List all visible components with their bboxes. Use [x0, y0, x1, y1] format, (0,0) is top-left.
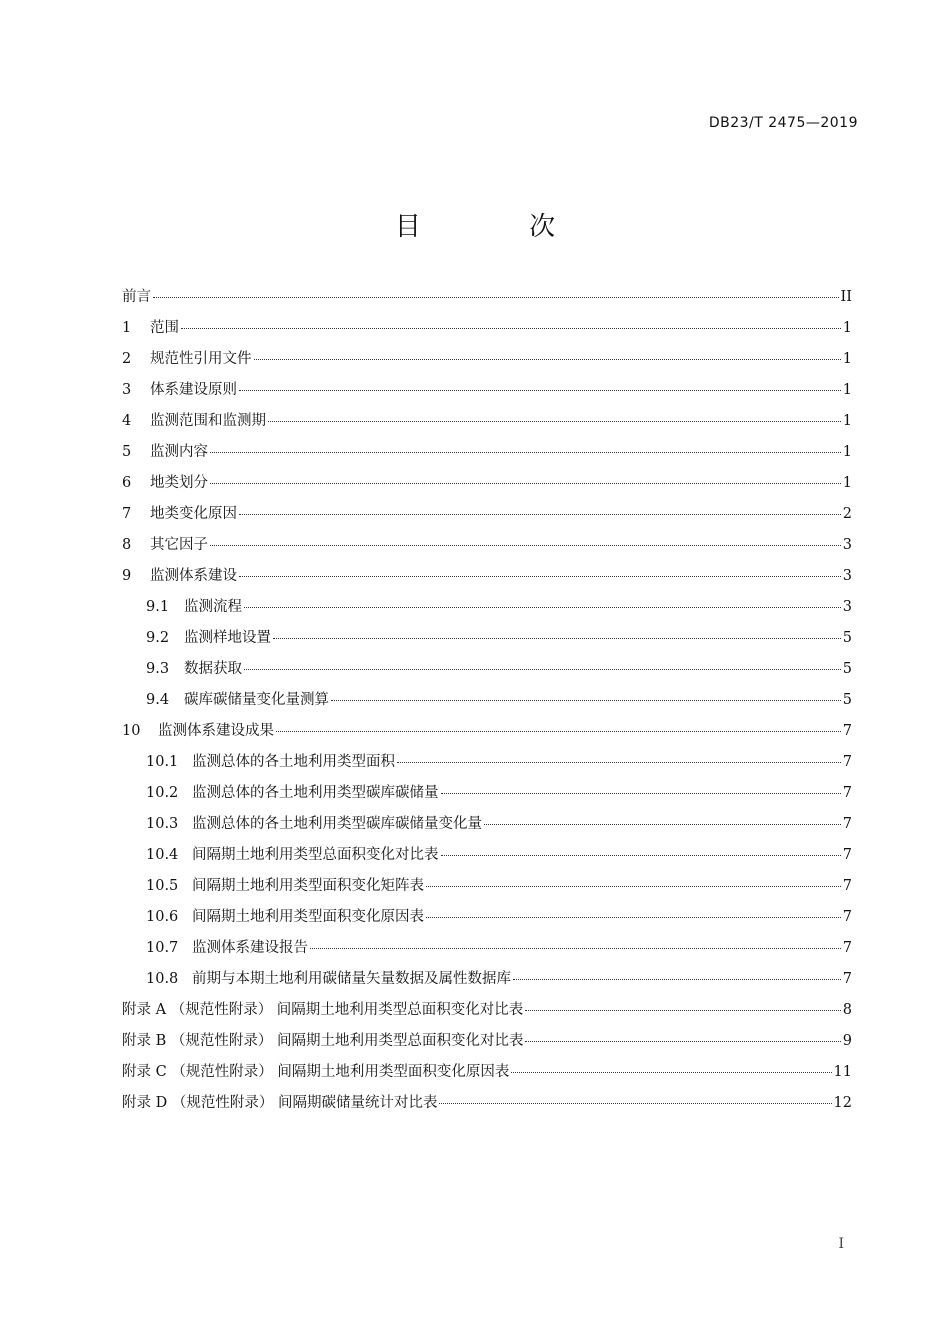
toc-entry[interactable]: [122, 657, 852, 688]
toc-entry-number: 10.7: [146, 940, 179, 956]
toc-entry-number: 10.2: [146, 785, 179, 801]
toc-entry-label: [122, 471, 208, 492]
toc-entry-label: [146, 657, 242, 678]
toc-entry-label: [146, 750, 395, 771]
toc-entry-label: [146, 843, 439, 864]
toc-entry-page: 3: [842, 537, 852, 553]
toc-entry[interactable]: [122, 626, 852, 657]
toc-entry-number: 9.2: [146, 630, 170, 646]
toc-entry-number: 7: [122, 506, 132, 522]
toc-leader-dots: [525, 1009, 840, 1011]
toc-entry-label: [122, 409, 266, 430]
toc-entry-page: 3: [842, 568, 852, 584]
toc-leader-dots: [426, 885, 841, 887]
toc-leader-dots: [441, 792, 841, 794]
toc-entry[interactable]: [122, 874, 852, 905]
toc-entry[interactable]: [122, 688, 852, 719]
toc-entry-number: 10: [122, 723, 141, 739]
toc-entry[interactable]: [122, 750, 852, 781]
toc-entry-page: 1: [842, 413, 852, 429]
toc-leader-dots: [239, 513, 841, 515]
toc-entry-title: 规范性引用文件: [150, 351, 252, 367]
toc-entry-number: 10.1: [146, 754, 179, 770]
toc-leader-dots: [153, 296, 839, 298]
toc-entry-page: 3: [842, 599, 852, 615]
toc-entry[interactable]: [122, 905, 852, 936]
toc-entry-label: [122, 533, 208, 554]
toc-entry-label: [146, 874, 424, 895]
toc-leader-dots: [397, 761, 841, 763]
toc-entry-page: 2: [842, 506, 852, 522]
toc-entry-label: [146, 812, 482, 833]
toc-entry-number: 9.3: [146, 661, 170, 677]
toc-entry-number: 10.8: [146, 971, 179, 987]
toc-leader-dots: [511, 1071, 831, 1073]
toc-leader-dots: [513, 978, 841, 980]
toc-entry[interactable]: [122, 936, 852, 967]
toc-entry-label: [146, 905, 424, 926]
toc-entry-page: 5: [842, 630, 852, 646]
toc-leader-dots: [276, 730, 841, 732]
toc-entry-number: 6: [122, 475, 132, 491]
toc-entry-number: 4: [122, 413, 132, 429]
toc-entry[interactable]: [122, 564, 852, 595]
toc-entry-number: 10.6: [146, 909, 179, 925]
toc-entry-title: 监测样地设置: [184, 630, 271, 646]
toc-entry-label: [122, 1029, 523, 1050]
toc-entry-label: [122, 285, 151, 306]
toc-entry[interactable]: [122, 998, 852, 1029]
toc-entry-label: [122, 347, 252, 368]
toc-leader-dots: [210, 451, 841, 453]
toc-entry-title: 监测流程: [184, 599, 242, 615]
page-number: I: [838, 1236, 844, 1252]
toc-entry-page: II: [840, 289, 852, 305]
toc-entry-title: 附录 D （规范性附录） 间隔期碳储量统计对比表: [122, 1095, 438, 1111]
toc-leader-dots: [439, 1102, 831, 1104]
toc-leader-dots: [210, 544, 841, 546]
toc-entry-number: 9.4: [146, 692, 170, 708]
toc-entry-label: [122, 998, 523, 1019]
toc-entry-page: 7: [842, 940, 852, 956]
toc-entry[interactable]: [122, 781, 852, 812]
toc-entry-title: 监测体系建设: [150, 568, 237, 584]
toc-entry-page: 8: [842, 1002, 852, 1018]
toc-entry-label: [146, 781, 439, 802]
toc-entry[interactable]: [122, 967, 852, 998]
toc-entry-title: 附录 C （规范性附录） 间隔期土地利用类型面积变化原因表: [122, 1064, 510, 1080]
toc-entry-title: 监测内容: [150, 444, 208, 460]
toc-entry-label: [146, 595, 242, 616]
toc-entry-title: 监测体系建设报告: [192, 940, 308, 956]
toc-entry-page: 11: [833, 1064, 852, 1080]
toc-leader-dots: [244, 668, 841, 670]
toc-leader-dots: [273, 637, 841, 639]
toc-entry-title: 体系建设原则: [150, 382, 237, 398]
toc-leader-dots: [426, 916, 841, 918]
toc-entry-page: 7: [842, 878, 852, 894]
toc-entry[interactable]: [122, 1091, 852, 1122]
toc-entry[interactable]: [122, 812, 852, 843]
toc-entry-title: 范围: [150, 320, 179, 336]
toc-entry-label: [122, 316, 179, 337]
toc-entry-page: 7: [842, 723, 852, 739]
toc-entry-label: [146, 967, 511, 988]
toc-leader-dots: [244, 606, 841, 608]
toc-entry-label: [146, 688, 329, 709]
toc-entry-page: 7: [842, 816, 852, 832]
toc-entry-label: [122, 502, 237, 523]
toc-entry[interactable]: [122, 1060, 852, 1091]
toc-entry[interactable]: [122, 843, 852, 874]
toc-leader-dots: [210, 482, 841, 484]
toc-entry[interactable]: [122, 1029, 852, 1060]
toc-entry-title: 监测总体的各土地利用类型面积: [192, 754, 395, 770]
toc-leader-dots: [181, 327, 841, 329]
toc-entry-number: 9.1: [146, 599, 170, 615]
toc-entry-label: [122, 440, 208, 461]
toc-leader-dots: [239, 575, 841, 577]
toc-entry[interactable]: [122, 502, 852, 533]
toc-entry-title: 地类变化原因: [150, 506, 237, 522]
toc-entry-label: [146, 936, 308, 957]
toc-entry-page: 1: [842, 320, 852, 336]
toc-entry-number: 10.4: [146, 847, 179, 863]
toc-entry[interactable]: [122, 409, 852, 440]
toc-entry-label: [122, 719, 274, 740]
toc-entry-number: 1: [122, 320, 132, 336]
toc-entry-title: 前言: [122, 289, 151, 305]
toc-entry-number: 10.3: [146, 816, 179, 832]
toc-entry[interactable]: [122, 440, 852, 471]
toc-entry-page: 1: [842, 351, 852, 367]
toc-entry-page: 1: [842, 444, 852, 460]
toc-entry-number: 2: [122, 351, 132, 367]
toc-entry[interactable]: [122, 595, 852, 626]
toc-entry[interactable]: [122, 285, 852, 316]
toc-leader-dots: [525, 1040, 840, 1042]
toc-leader-dots: [268, 420, 841, 422]
toc-entry-title: 间隔期土地利用类型面积变化原因表: [192, 909, 424, 925]
toc-entry-number: 5: [122, 444, 132, 460]
toc-entry-title: 监测总体的各土地利用类型碳库碳储量: [192, 785, 439, 801]
toc-leader-dots: [310, 947, 841, 949]
toc-entry-page: 9: [842, 1033, 852, 1049]
toc-entry-label: [122, 378, 237, 399]
toc-entry[interactable]: [122, 347, 852, 378]
toc-entry-title: 前期与本期土地利用碳储量矢量数据及属性数据库: [192, 971, 511, 987]
toc-entry-title: 附录 B （规范性附录） 间隔期土地利用类型总面积变化对比表: [122, 1033, 524, 1049]
toc-leader-dots: [331, 699, 841, 701]
toc-entry-title: 地类划分: [150, 475, 208, 491]
toc-entry-page: 12: [833, 1095, 852, 1111]
toc-leader-dots: [484, 823, 841, 825]
toc-entry-title: 其它因子: [150, 537, 208, 553]
toc-entry-label: [122, 1060, 509, 1081]
toc-entry[interactable]: [122, 378, 852, 409]
toc-entry-title: 碳库碳储量变化量测算: [184, 692, 329, 708]
toc-entry[interactable]: [122, 316, 852, 347]
toc-entry-title: 监测总体的各土地利用类型碳库碳储量变化量: [192, 816, 482, 832]
toc-entry[interactable]: [122, 719, 852, 750]
toc-entry-title: 间隔期土地利用类型总面积变化对比表: [192, 847, 439, 863]
toc-entry-page: 1: [842, 475, 852, 491]
toc-entry[interactable]: [122, 471, 852, 502]
toc-leader-dots: [441, 854, 841, 856]
table-of-contents: [122, 285, 852, 1122]
toc-entry-number: 3: [122, 382, 132, 398]
toc-entry-title: 间隔期土地利用类型面积变化矩阵表: [192, 878, 424, 894]
toc-entry-title: 监测范围和监测期: [150, 413, 266, 429]
toc-entry-number: 9: [122, 568, 132, 584]
toc-entry-page: 1: [842, 382, 852, 398]
toc-entry-title: 附录 A （规范性附录） 间隔期土地利用类型总面积变化对比表: [122, 1002, 524, 1018]
toc-entry-title: 监测体系建设成果: [158, 723, 274, 739]
toc-entry[interactable]: [122, 533, 852, 564]
toc-entry-label: [122, 564, 237, 585]
document-code: DB23/T 2475—2019: [708, 115, 858, 131]
toc-entry-number: 10.5: [146, 878, 179, 894]
toc-entry-page: 7: [842, 754, 852, 770]
page-title: 目 次: [394, 212, 606, 242]
toc-entry-number: 8: [122, 537, 132, 553]
toc-entry-page: 5: [842, 661, 852, 677]
toc-entry-page: 5: [842, 692, 852, 708]
toc-entry-page: 7: [842, 909, 852, 925]
toc-leader-dots: [254, 358, 841, 360]
toc-entry-title: 数据获取: [184, 661, 242, 677]
toc-entry-label: [146, 626, 271, 647]
toc-entry-page: 7: [842, 785, 852, 801]
toc-leader-dots: [239, 389, 841, 391]
toc-entry-page: 7: [842, 847, 852, 863]
toc-entry-label: [122, 1091, 437, 1112]
toc-entry-page: 7: [842, 971, 852, 987]
